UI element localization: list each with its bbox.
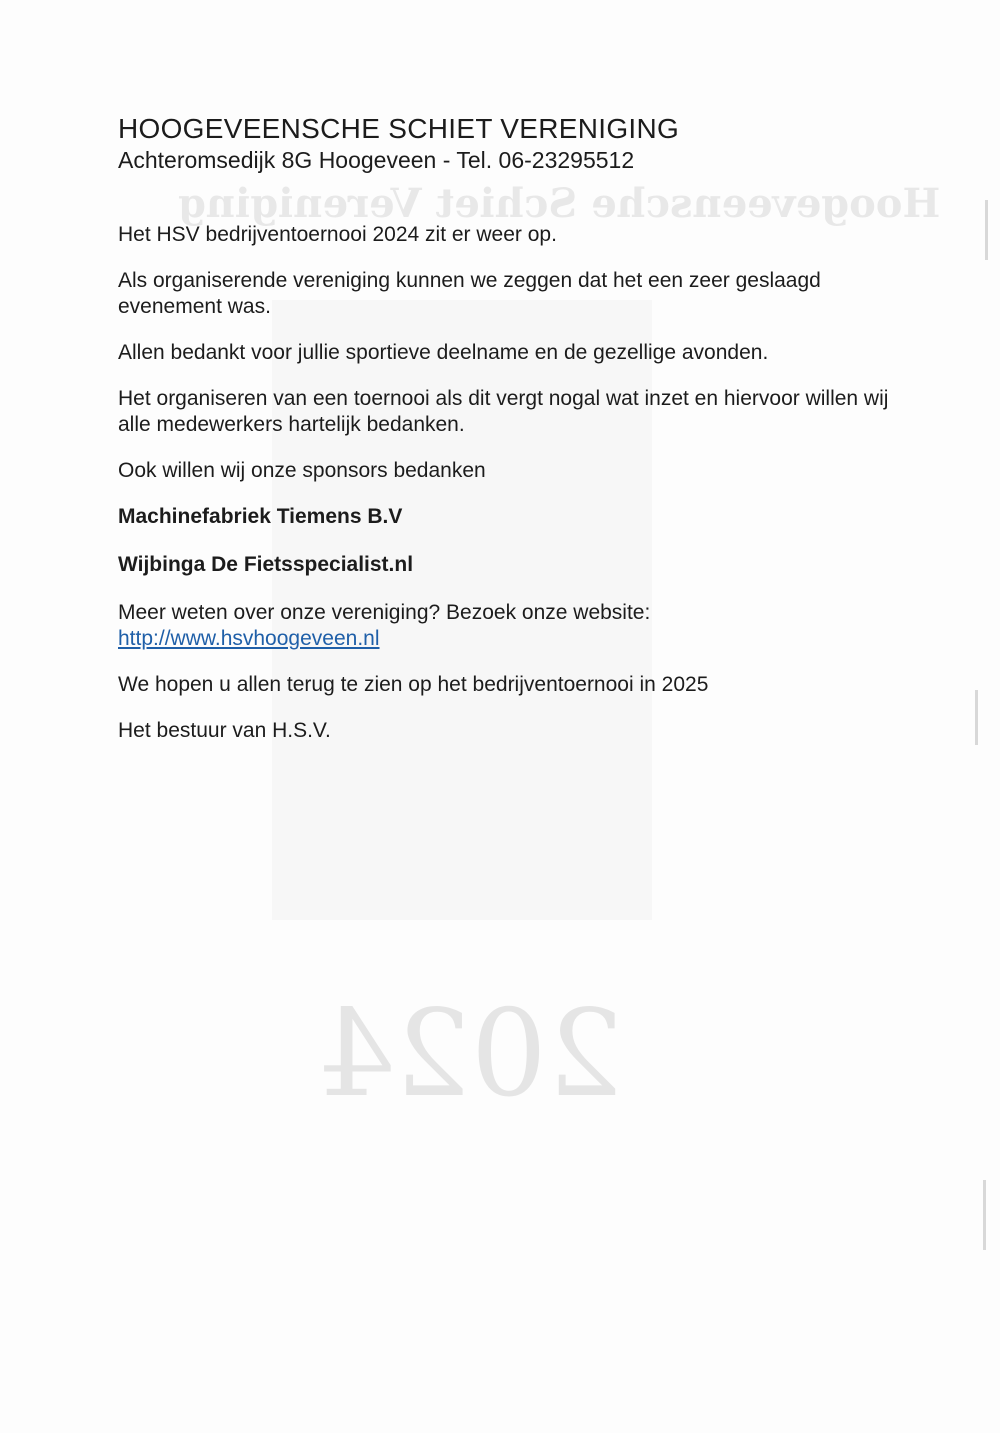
- paragraph-next-year: We hopen u allen terug te zien op het bedrijventoernooi in 2025: [118, 673, 709, 696]
- paragraph-intro: Het HSV bedrijventoernooi 2024 zit er weer op.: [118, 223, 557, 246]
- website-link[interactable]: http://www.hsvhoogeveen.nl: [118, 627, 380, 650]
- sponsor-name: Wijbinga De Fietsspecialist.nl: [118, 553, 414, 576]
- organization-address: Achteromsedijk 8G Hoogeveen - Tel. 06-23295512: [118, 147, 635, 173]
- paragraph-success: Als organiserende vereniging kunnen we zeggen dat het een zeer geslaagd evenement was.: [118, 269, 821, 318]
- paragraph-sponsors: Ook willen wij onze sponsors bedanken: [118, 459, 486, 482]
- organization-name: HOOGEVEENSCHE SCHIET VERENIGING: [118, 113, 680, 144]
- show-through-year: 2024: [318, 985, 624, 1124]
- scan-edge-mark: [983, 1180, 986, 1250]
- scan-edge-mark: [985, 200, 988, 260]
- paragraph-website: [118, 600, 918, 652]
- show-through-heading: Hoogeveensche Schiet Vereniging: [178, 180, 941, 227]
- paragraph-thanks: Allen bedankt voor jullie sportieve deelname en de gezellige avonden.: [118, 341, 769, 364]
- scan-edge-mark: [975, 690, 978, 745]
- website-prompt: Meer weten over onze vereniging? Bezoek onze website:: [118, 601, 651, 624]
- signature: Het bestuur van H.S.V.: [118, 719, 331, 742]
- sponsor-name: Machinefabriek Tiemens B.V: [118, 505, 403, 528]
- paragraph-volunteers: Het organiseren van een toernooi als dit vergt nogal wat inzet en hiervoor willen wij alle medewerkers hartelijk bedanken.: [118, 387, 889, 436]
- letter-content: [118, 112, 918, 764]
